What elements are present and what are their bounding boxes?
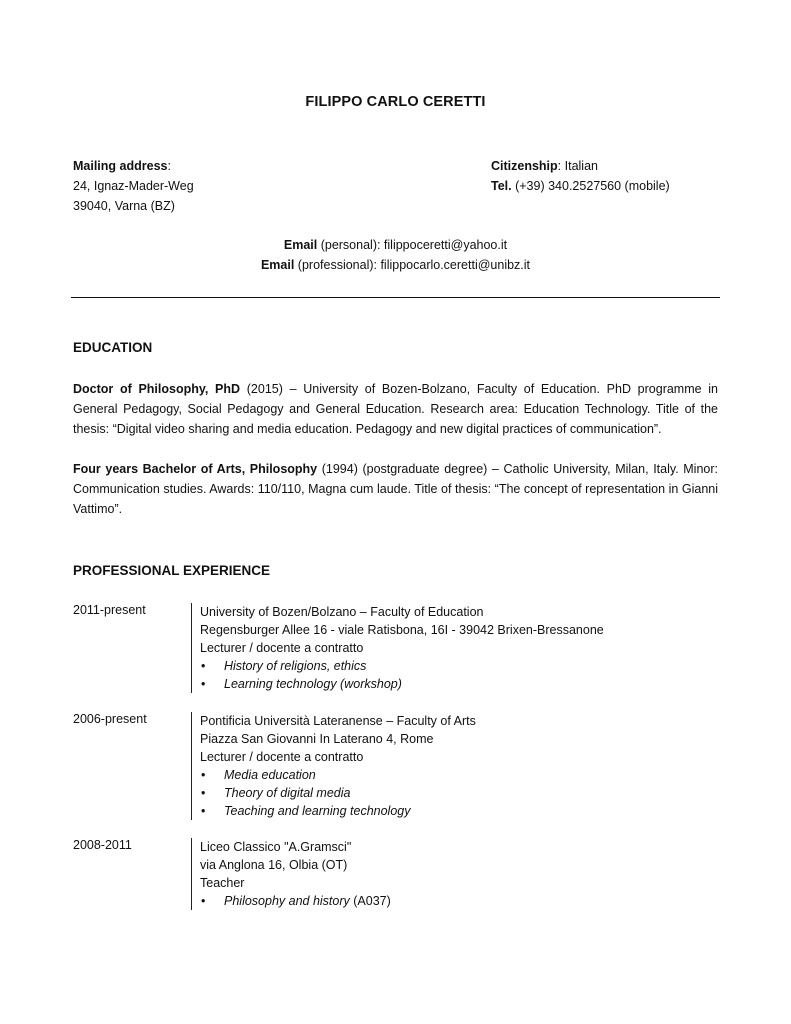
education-details: (1994) (postgraduate degree) – Catholic University, Milan, Italy. Minor: Communication studies. Awards: 110/110, Magna cum laude. Title of thesis: “The concept of representation in Gianni Vattimo”. — [73, 462, 718, 516]
experience-heading: PROFESSIONAL EXPERIENCE — [73, 563, 271, 578]
course-item — [200, 784, 476, 802]
course-title: Theory of digital media — [224, 786, 351, 800]
course-title: Philosophy and history — [224, 894, 350, 908]
course-title: Media education — [224, 768, 316, 782]
course-item — [200, 657, 604, 675]
course-title: Learning technology (workshop) — [224, 677, 402, 691]
course-title: Teaching and learning technology — [224, 804, 411, 818]
email-professional-label: Email — [260, 258, 295, 272]
education-degree: Four years Bachelor of Arts, Philosophy — [73, 462, 318, 476]
course-title: History of religions, ethics — [224, 659, 367, 673]
education-degree: Doctor of Philosophy, PhD — [73, 382, 241, 396]
mailing-address-line1: 24, Ignaz-Mader-Weg — [73, 179, 194, 193]
education-details: (2015) – University of Bozen-Bolzano, Faculty of Education. PhD programme in General Pedagogy, Social Pedagogy and General Education. Research area: Education Technology. Title of the thesis: “Digital video sharing and media education. Pedagogy and new digital practices of communication”. — [73, 382, 719, 436]
course-item — [200, 802, 476, 820]
email-personal-value[interactable]: (personal): filippoceretti@yahoo.it — [317, 238, 508, 252]
education-item-ba — [73, 459, 718, 519]
bullet-icon: • — [201, 768, 206, 782]
job-period: 2011-present — [73, 603, 146, 617]
mailing-address-line2: 39040, Varna (BZ) — [73, 199, 175, 213]
job-address: via Anglona 16, Olbia (OT) — [200, 858, 348, 872]
contact-block — [491, 156, 670, 196]
job-address: Regensburger Allee 16 - viale Ratisbona, 16I - 39042 Brixen-Bressanone — [200, 623, 604, 637]
bullet-icon: • — [201, 659, 206, 673]
job-role: Teacher — [200, 876, 245, 890]
header-divider — [71, 297, 720, 298]
job-institution: Pontificia Università Lateranense – Faculty of Arts — [200, 714, 476, 728]
tel-label: Tel. — [491, 179, 512, 193]
job-entry — [191, 838, 391, 910]
course-code: (A037) — [349, 894, 391, 908]
mailing-address-block — [73, 156, 194, 216]
job-role: Lecturer / docente a contratto — [200, 641, 364, 655]
course-item — [200, 675, 604, 693]
tel-value: (+39) 340.2527560 (mobile) — [511, 179, 670, 193]
course-item — [200, 892, 391, 910]
job-address: Piazza San Giovanni In Laterano 4, Rome — [200, 732, 434, 746]
citizenship-label: Citizenship — [491, 159, 558, 173]
education-heading: EDUCATION — [73, 340, 153, 355]
job-institution: University of Bozen/Bolzano – Faculty of Education — [200, 605, 484, 619]
education-item-phd — [73, 379, 718, 439]
email-professional — [0, 255, 791, 275]
cv-name: FILIPPO CARLO CERETTI — [305, 94, 486, 110]
bullet-icon: • — [201, 894, 206, 908]
bullet-icon: • — [201, 786, 206, 800]
job-role: Lecturer / docente a contratto — [200, 750, 364, 764]
job-period: 2006-present — [73, 712, 147, 726]
email-personal — [0, 235, 791, 255]
course-item — [200, 766, 476, 784]
job-entry — [191, 603, 604, 693]
email-professional-value[interactable]: (professional): filippocarlo.ceretti@unibz.it — [294, 258, 531, 272]
job-institution: Liceo Classico "A.Gramsci" — [200, 840, 352, 854]
bullet-icon: • — [201, 804, 206, 818]
citizenship-value: : Italian — [557, 159, 598, 173]
mailing-address-colon: : — [167, 159, 171, 173]
mailing-address-label: Mailing address — [73, 159, 168, 173]
bullet-icon: • — [201, 677, 206, 691]
email-personal-label: Email — [283, 238, 318, 252]
job-period: 2008-2011 — [73, 838, 132, 852]
job-entry — [191, 712, 476, 820]
